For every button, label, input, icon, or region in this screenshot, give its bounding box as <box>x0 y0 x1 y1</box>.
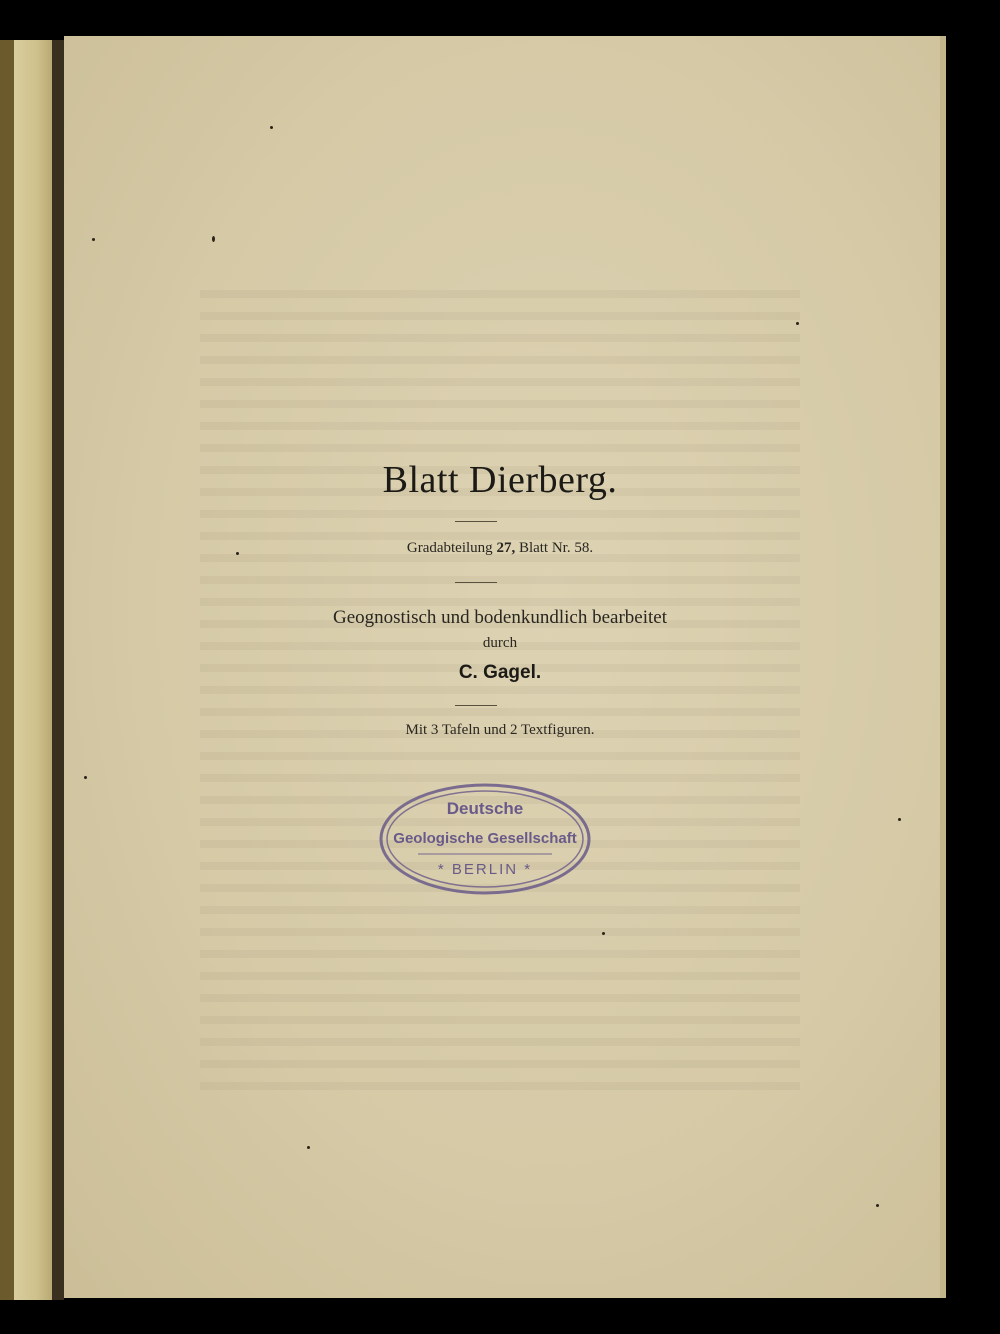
library-stamp <box>378 782 592 896</box>
gradabteilung-suffix: Blatt Nr. 58. <box>518 540 594 556</box>
divider-rule <box>455 705 497 706</box>
divider-rule <box>455 521 497 522</box>
paper-speck <box>307 1146 310 1149</box>
stamp-line1: Deutsche <box>446 799 524 818</box>
stamp-line3: * BERLIN * <box>437 861 533 878</box>
tafeln-line: Mit 3 Tafeln und 2 Textfiguren. <box>405 722 595 738</box>
paper-speck <box>84 776 87 779</box>
durch-line: durch <box>482 635 518 651</box>
page-title: Blatt Dierberg. <box>382 459 618 501</box>
show-through-text <box>200 290 800 1090</box>
paper-speck <box>876 1204 879 1207</box>
bearbeitet-line: Geognostisch und bodenkundlich bearbeitet <box>332 607 667 628</box>
paper-speck <box>602 932 605 935</box>
paper-speck <box>92 238 95 241</box>
divider-rule <box>455 582 497 583</box>
author-name: C. Gagel. <box>458 662 542 683</box>
paper-speck <box>236 552 239 555</box>
gradabteilung-prefix: Gradabteilung <box>406 540 493 556</box>
paper-speck <box>796 322 799 325</box>
stamp-line2: Geologische Gesellschaft <box>393 830 577 847</box>
paper-speck <box>212 236 215 242</box>
paper-speck <box>270 126 273 129</box>
paper-speck <box>898 818 901 821</box>
gradabteilung-line <box>0 540 1000 557</box>
gradabteilung-number: 27, <box>496 540 516 556</box>
